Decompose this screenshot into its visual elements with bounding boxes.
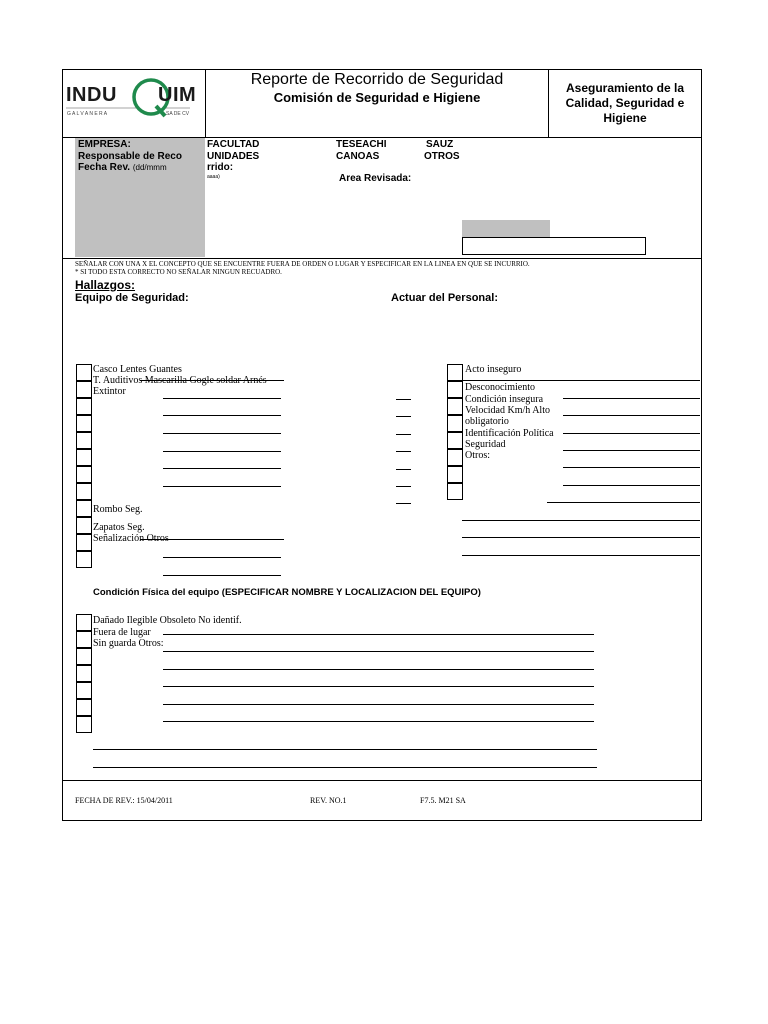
zapatos-label: Zapatos Seg.: [93, 522, 145, 533]
equipo-write-line: [163, 575, 281, 576]
checkbox-equipo-9[interactable]: [76, 500, 92, 517]
footer-rule: [62, 780, 702, 781]
aaaa-label: aaaa): [207, 174, 220, 180]
hallazgos-title: Hallazgos:: [75, 278, 136, 292]
actuar-write-line: [462, 537, 700, 538]
middle-dash: [396, 434, 411, 435]
checkbox-condicion-5[interactable]: [76, 682, 92, 699]
teseachi-label: TESEACHI: [336, 139, 387, 150]
equipo-write-line: [163, 468, 281, 469]
footer-code: F7.5. M21 SA: [420, 796, 466, 805]
checkbox-equipo-6[interactable]: [76, 449, 92, 466]
quality-header-line-3: Higiene: [603, 111, 647, 125]
page-subtitle: Comisión de Seguridad e Higiene: [273, 90, 481, 105]
info-bottom-rule: [62, 258, 702, 259]
unidades-label: UNIDADES: [207, 151, 260, 162]
condicion-line-3: Sin guarda Otros:: [93, 638, 164, 649]
instructions-line-2: * SI TODO ESTA CORRECTO NO SEÑALAR NINGUN RECUADRO.: [75, 268, 282, 276]
actuar-line-8: Otros:: [465, 450, 490, 461]
equipo-write-line: [163, 433, 281, 434]
logo-text-right: UIM: [158, 84, 197, 106]
quality-header-line-2: Calidad, Seguridad e: [565, 96, 685, 110]
company-logo: [66, 78, 202, 124]
condicion-line-1: Dañado Ilegible Obsoleto No identif.: [93, 615, 242, 626]
area-revisada-label: Area Revisada:: [339, 173, 412, 184]
middle-dash: [396, 451, 411, 452]
checkbox-equipo-5[interactable]: [76, 432, 92, 449]
actuar-write-line: [462, 520, 700, 521]
checkbox-condicion-6[interactable]: [76, 699, 92, 716]
actuar-write-line: [563, 415, 700, 416]
actuar-write-line: [563, 433, 700, 434]
middle-dash: [396, 503, 411, 504]
checkbox-equipo-8[interactable]: [76, 483, 92, 500]
condicion-write-line: [163, 651, 594, 652]
condicion-write-line: [163, 634, 594, 635]
footer-rev-no: REV. NO.1: [310, 796, 347, 805]
checkbox-equipo-2[interactable]: [76, 381, 92, 398]
checkbox-condicion-1[interactable]: [76, 614, 92, 631]
actuar-write-line: [563, 450, 700, 451]
actuar-line-1: Acto inseguro: [465, 364, 522, 375]
middle-dash: [396, 399, 411, 400]
checkbox-actuar-1[interactable]: [447, 364, 463, 381]
actuar-line-5: obligatorio: [465, 416, 509, 427]
equipo-write-line: [163, 415, 281, 416]
canoas-label: CANOAS: [336, 151, 380, 162]
actuar-write-line: [563, 467, 700, 468]
actuar-line-3: Condición insegura: [465, 394, 544, 405]
logo-subtext-left: G A L V A N E R A: [67, 111, 108, 117]
checkbox-equipo-10[interactable]: [76, 517, 92, 534]
actuar-write-line: [462, 555, 700, 556]
actuar-write-line: [547, 502, 700, 503]
middle-dash: [396, 469, 411, 470]
responsable-label: Responsable de Reco: [78, 151, 182, 162]
actuar-line-7: Seguridad: [465, 439, 506, 450]
condicion-line-2: Fuera de lugar: [93, 627, 151, 638]
checkbox-equipo-12[interactable]: [76, 551, 92, 568]
condicion-write-line: [93, 749, 597, 750]
rombo-label: Rombo Seg.: [93, 504, 143, 515]
actuar-title: Actuar del Personal:: [391, 292, 498, 304]
fecha-rev-label: [78, 162, 167, 173]
quality-header: [549, 81, 701, 126]
checkbox-equipo-3[interactable]: [76, 398, 92, 415]
page-title: Reporte de Recorrido de Seguridad: [250, 71, 504, 88]
rrido-label: rrido:: [207, 162, 234, 173]
area-revisada-field[interactable]: [462, 237, 646, 255]
checkbox-condicion-7[interactable]: [76, 716, 92, 733]
actuar-line-6: Identificación Política: [465, 428, 554, 439]
actuar-write-line: [563, 485, 700, 486]
middle-dash: [396, 486, 411, 487]
area-gray-block: [462, 220, 550, 237]
checkbox-actuar-6[interactable]: [447, 449, 463, 466]
equipo-line-3: Extintor: [93, 386, 126, 397]
facultad-label: FACULTAD: [207, 139, 260, 150]
sauz-label: SAUZ: [426, 139, 454, 150]
equipo-write-line: [163, 486, 281, 487]
condicion-title: Condición Física del equipo (ESPECIFICAR NOMBRE Y LOCALIZACION DEL EQUIPO): [93, 587, 481, 598]
checkbox-equipo-1[interactable]: [76, 364, 92, 381]
checkbox-equipo-11[interactable]: [76, 534, 92, 551]
checkbox-equipo-4[interactable]: [76, 415, 92, 432]
checkbox-actuar-3[interactable]: [447, 398, 463, 415]
fecha-rev-format: (dd/mmm: [132, 163, 167, 172]
checkbox-equipo-7[interactable]: [76, 466, 92, 483]
empresa-label: EMPRESA:: [78, 139, 131, 150]
equipo-line-2: T. Auditivos Mascarilla Gogle soldar Arnés: [93, 375, 267, 386]
condicion-write-line: [93, 767, 597, 768]
equipo-write-line: [140, 380, 284, 381]
checkbox-actuar-8[interactable]: [447, 483, 463, 500]
condicion-write-line: [163, 669, 594, 670]
equipo-write-line: [163, 557, 281, 558]
checkbox-actuar-5[interactable]: [447, 432, 463, 449]
equipo-write-line: [163, 451, 281, 452]
checkbox-actuar-7[interactable]: [447, 466, 463, 483]
otros-label: OTROS: [424, 151, 460, 162]
actuar-write-line: [563, 398, 700, 399]
equipo-line-1: Casco Lentes Guantes: [93, 364, 182, 375]
fecha-rev-text: Fecha Rev.: [78, 162, 131, 173]
condicion-write-line: [163, 721, 594, 722]
actuar-write-line: [462, 380, 700, 381]
checkbox-actuar-4[interactable]: [447, 415, 463, 432]
logo-subtext-right: SA DE CV: [166, 111, 190, 117]
checkbox-condicion-3[interactable]: [76, 648, 92, 665]
equipo-write-line: [163, 398, 281, 399]
checkbox-condicion-2[interactable]: [76, 631, 92, 648]
logo-text-left: INDU: [66, 84, 117, 106]
middle-dash: [396, 416, 411, 417]
quality-header-line-1: Aseguramiento de la: [565, 81, 685, 95]
condicion-write-line: [163, 704, 594, 705]
actuar-line-2: Desconocimiento: [465, 382, 535, 393]
actuar-line-4: Velocidad Km/h Alto: [465, 405, 550, 416]
checkbox-actuar-2[interactable]: [447, 381, 463, 398]
senalizacion-label: Señalización Otros: [93, 533, 169, 544]
condicion-write-line: [163, 686, 594, 687]
equipo-title: Equipo de Seguridad:: [75, 292, 189, 304]
instructions-line-1: SEÑALAR CON UNA X EL CONCEPTO QUE SE ENCUENTRE FUERA DE ORDEN O LUGAR Y ESPECIFICAR EN LA LINEA EN QUE SE INCURRIO.: [75, 260, 530, 268]
equipo-write-line: [140, 539, 284, 540]
footer-fecha-rev: FECHA DE REV.: 15/04/2011: [75, 796, 173, 805]
checkbox-condicion-4[interactable]: [76, 665, 92, 682]
